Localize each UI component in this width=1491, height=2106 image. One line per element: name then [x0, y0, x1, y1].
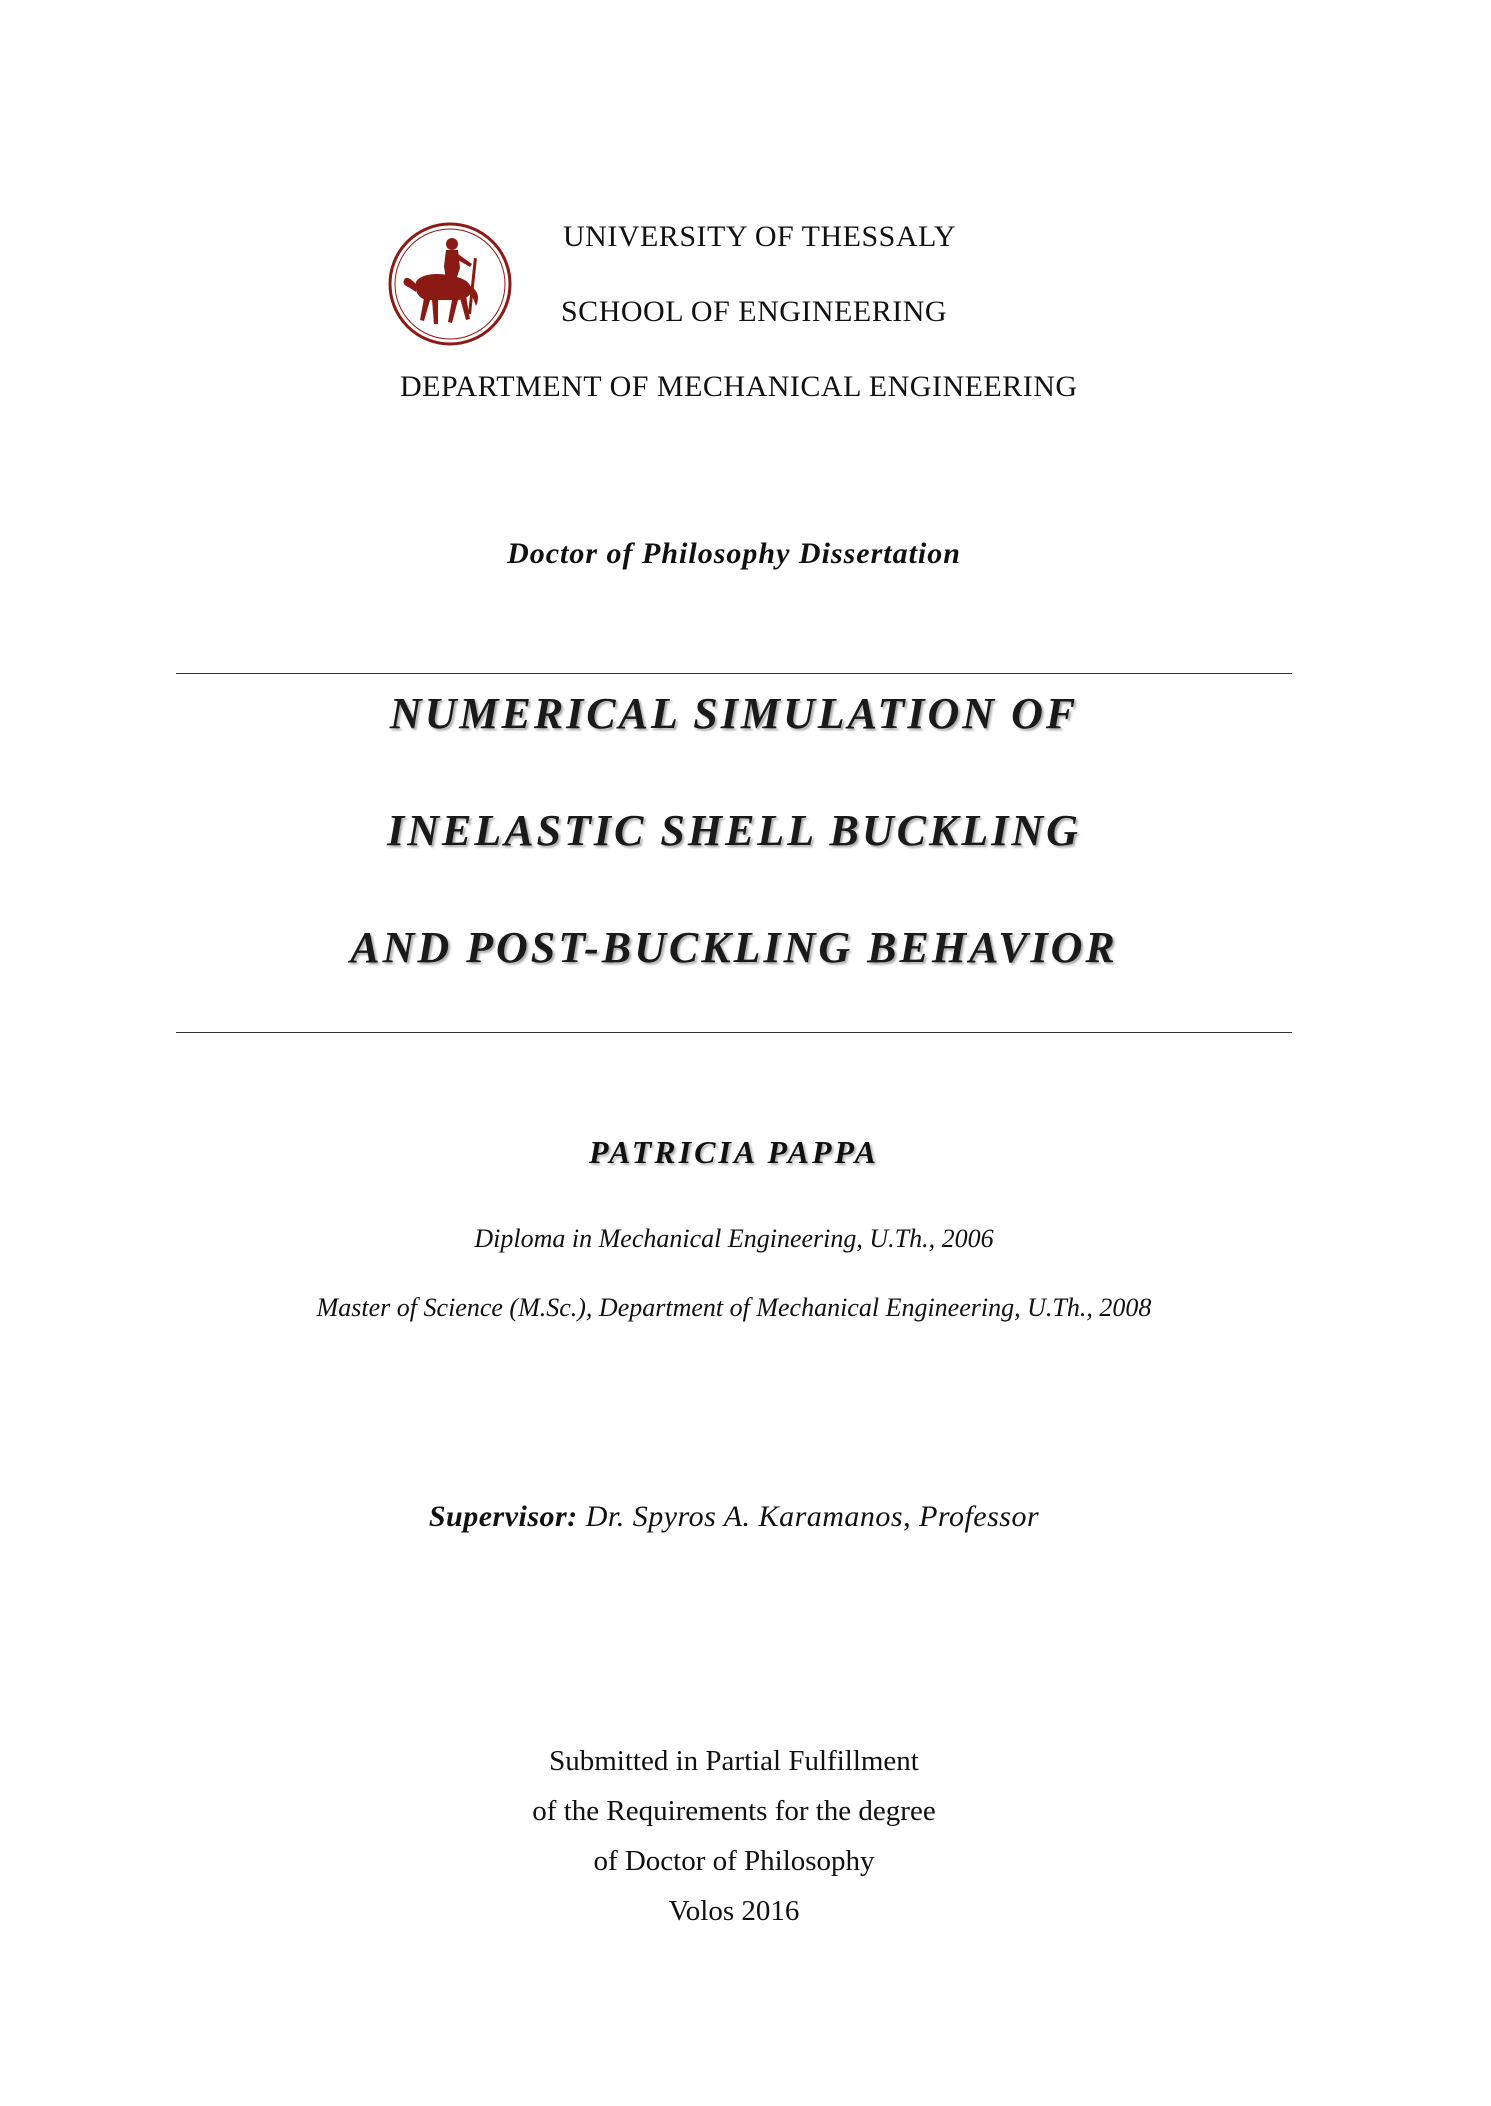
submission-line-3: of Doctor of Philosophy — [593, 1845, 875, 1877]
author-degree-diploma: Diploma in Mechanical Engineering, U.Th., 2006 — [474, 1224, 994, 1253]
centaur-seal-icon — [386, 220, 514, 348]
supervisor-line — [0, 1500, 1468, 1534]
supervisor-name: Dr. Spyros A. Karamanos, Professor — [585, 1500, 1040, 1533]
university-name: UNIVERSITY OF THESSALY — [563, 220, 957, 253]
supervisor-label: Supervisor: — [428, 1500, 578, 1533]
title-bottom-divider — [176, 1032, 1292, 1033]
title-line-3: AND POST-BUCKLING BEHAVIOR — [350, 923, 1118, 972]
school-name: SCHOOL OF ENGINEERING — [561, 295, 948, 328]
submission-line-1: Submitted in Partial Fulfillment — [549, 1745, 919, 1777]
title-top-divider — [176, 673, 1292, 674]
department-name: DEPARTMENT OF MECHANICAL ENGINEERING — [400, 370, 1078, 403]
title-line-1: NUMERICAL SIMULATION OF — [389, 689, 1079, 738]
author-degree-msc: Master of Science (M.Sc.), Department of Mechanical Engineering, U.Th., 2008 — [316, 1293, 1152, 1322]
university-logo — [386, 220, 514, 348]
submission-place-year: Volos 2016 — [668, 1895, 800, 1927]
submission-line-2: of the Requirements for the degree — [532, 1795, 936, 1827]
title-line-2: INELASTIC SHELL BUCKLING — [387, 806, 1081, 855]
document-type: Doctor of Philosophy Dissertation — [507, 537, 961, 570]
author-name: PATRICIA PAPPA — [588, 1134, 880, 1170]
